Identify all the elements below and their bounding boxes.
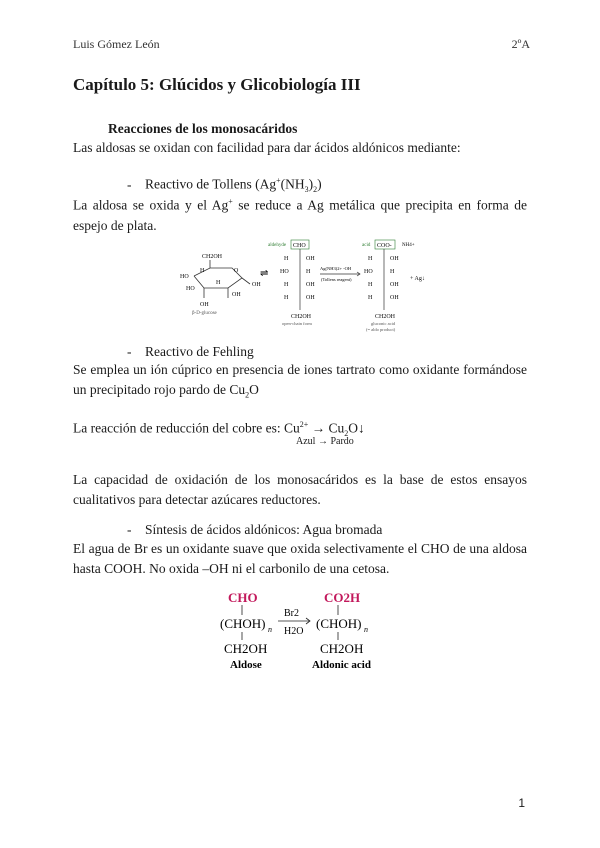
tollens-desc-sup: + — [228, 197, 233, 206]
prod-ho-2: HO — [364, 269, 373, 275]
list-item-fehling — [127, 344, 254, 360]
aldose-caption: Aldose — [230, 659, 262, 671]
open-caption: open-chain form — [282, 321, 312, 326]
copper-colors: Azul → Pardo — [296, 436, 354, 447]
ring-o: O — [234, 268, 239, 274]
prod-h-4: H — [368, 295, 373, 301]
open-oh-3: OH — [306, 282, 315, 288]
prod-oh-1: OH — [390, 256, 399, 262]
acid-caption: Aldonic acid — [312, 659, 371, 671]
header-group: 2ºA — [511, 37, 530, 51]
fehling-label: Reactivo de Fehling — [145, 344, 254, 359]
prod-h-3: H — [368, 282, 373, 288]
bromine-reaction-figure — [216, 588, 386, 674]
ring-oh-3: OH — [200, 302, 209, 308]
acid-co2h: CO2H — [324, 590, 361, 605]
list-dash: - — [127, 344, 132, 359]
copper-text: La reacción de reducción del cobre es: Cu — [73, 420, 300, 436]
fehling-desc-sub: 2 — [245, 390, 250, 400]
tollens-label: Reactivo de Tollens (Ag — [145, 176, 277, 192]
ring-h-2: H — [216, 280, 221, 286]
tollens-reagent-2: (Tollens reagent) — [321, 277, 352, 282]
pyranose-ring — [194, 260, 250, 298]
list-dash: - — [127, 176, 132, 192]
open-ho-2: HO — [280, 269, 289, 275]
aldose-n: n — [268, 625, 272, 634]
ring-oh-2: OH — [252, 282, 261, 288]
page-title: Capítulo 5: Glúcidos y Glicobiología III — [73, 75, 361, 94]
reagent-h2o: H2O — [284, 626, 304, 637]
list-item-bromine — [127, 522, 382, 538]
tollens-mid: (NH — [280, 176, 305, 192]
acid-label: acid — [362, 243, 371, 248]
tollens-sup: + — [276, 176, 281, 185]
acid-chain: (CHOH) — [316, 616, 362, 631]
copper-sub: 2 — [344, 429, 349, 439]
tollens-close: ) — [317, 176, 322, 192]
prod-oh-3: OH — [390, 282, 399, 288]
capacity-text: La capacidad de oxidación de los monosacáridos es la base de estos ensayos cualitativos para detectar azúcares reductores. — [73, 472, 527, 507]
open-oh-4: OH — [306, 295, 315, 301]
copper-tail: O↓ — [348, 420, 365, 436]
open-group: CHO — [293, 243, 306, 249]
open-h-1: H — [284, 256, 289, 262]
prod-oh-4: OH — [390, 295, 399, 301]
page-number: 1 — [518, 796, 525, 810]
ammonium: NH4+ — [402, 243, 415, 248]
tollens-tail: ) — [308, 176, 314, 192]
open-bottom: CH2OH — [291, 314, 312, 320]
bromine-label: Síntesis de ácidos aldónicos: Agua bromada — [145, 522, 383, 537]
ring-oh-1: OH — [232, 292, 241, 298]
copper-arrow: → Cu — [308, 420, 345, 436]
tollens-desc-b: se reduce a Ag metálica que precipita en forma de espejo de plata. — [73, 197, 527, 233]
open-h-3: H — [284, 282, 289, 288]
ring-ch2oh: CH2OH — [202, 254, 223, 260]
equilibrium-arrow: ⇌ — [260, 268, 269, 279]
acid-n: n — [364, 625, 368, 634]
fehling-desc-b: O — [249, 382, 259, 397]
ring-ho-2: HO — [186, 286, 195, 292]
fehling-description — [73, 360, 527, 406]
open-oh-1: OH — [306, 256, 315, 262]
prod-h-1: H — [368, 256, 373, 262]
tollens-reaction-figure — [172, 236, 442, 334]
fehling-desc-a: Se emplea un ión cúprico en presencia de iones tartrato como oxidante formándose un precipitado rojo pardo de Cu — [73, 362, 527, 397]
aldose-cho: CHO — [228, 590, 258, 605]
copper-sup: 2+ — [299, 420, 309, 429]
product-caption-1: gluconic acid — [371, 321, 396, 326]
aldose-chain: (CHOH) — [220, 616, 266, 631]
ring-ho-1: HO — [180, 274, 189, 280]
bromine-description: El agua de Br es un oxidante suave que oxida selectivamente el CHO de una aldosa hasta COOH. No oxida –OH ni el carbonilo de una cetosa. — [73, 541, 527, 576]
product-bottom: CH2OH — [375, 314, 396, 320]
open-h-2: H — [306, 269, 311, 275]
ring-h-1: H — [200, 268, 205, 274]
pyranose-label: β-D-glucose — [192, 311, 217, 316]
tollens-reagent: Ag(NH3)2+ -OH — [320, 266, 352, 271]
list-dash: - — [127, 522, 132, 537]
open-h-4: H — [284, 295, 289, 301]
tollens-desc-a: La aldosa se oxida y el Ag — [73, 197, 229, 213]
acid-group: COO- — [377, 243, 392, 249]
aldehyde-label: aldehyde — [268, 243, 287, 248]
silver-precipitate: + Ag↓ — [410, 276, 425, 282]
product-caption-2: (= aldo product) — [366, 327, 396, 332]
acid-ch2oh: CH2OH — [320, 641, 364, 656]
tollens-sub1: 3 — [304, 185, 309, 195]
tollens-sub2: 2 — [313, 185, 318, 195]
reagent-br2: Br2 — [284, 608, 299, 619]
tollens-description — [73, 192, 527, 236]
prod-h-2: H — [390, 269, 395, 275]
header-author: Luis Gómez León — [73, 37, 160, 51]
intro-text: Las aldosas se oxidan con facilidad para dar ácidos aldónicos mediante: — [73, 140, 461, 155]
aldose-ch2oh: CH2OH — [224, 641, 268, 656]
section-heading: Reacciones de los monosacáridos — [108, 121, 298, 136]
